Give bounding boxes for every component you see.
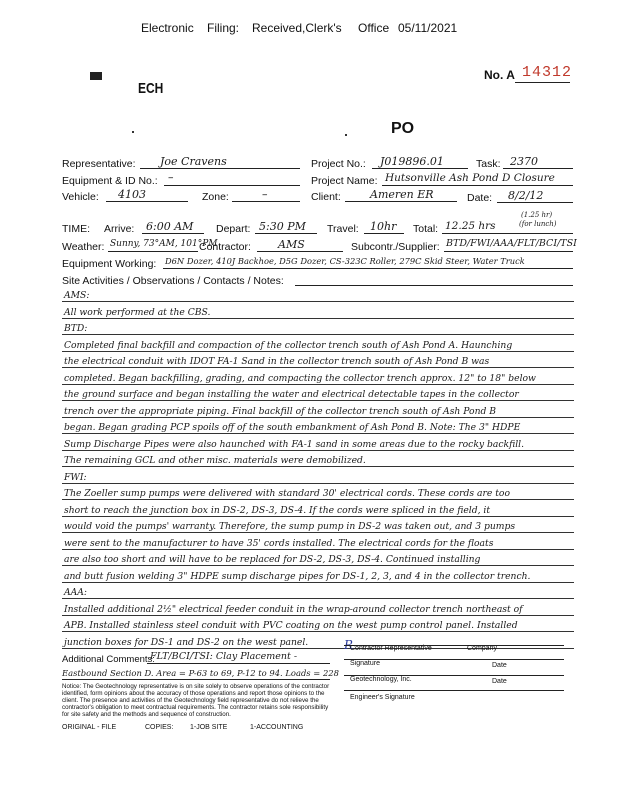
vehicle-value: 4103 <box>118 188 146 201</box>
logo-mark <box>90 72 102 80</box>
note-line: the electrical conduit with IDOT FA-1 Sand in the collector trench south of Ash Pond B was <box>64 356 490 367</box>
zone-label: Zone: <box>202 191 229 203</box>
note-line: The remaining GCL and other misc. materials were demobilized. <box>64 455 366 466</box>
subcontr-label: Subcontr./Supplier: <box>351 241 440 253</box>
date-label: Date: <box>467 192 493 204</box>
logo: ECH <box>138 80 164 97</box>
note-line: short to reach the junction box in DS-2, DS-3, DS-4. If the cords were spliced in the field, it <box>64 505 491 516</box>
contractor-rep-label: Contractor Representative <box>350 645 432 652</box>
page-title: PO <box>391 120 415 137</box>
signature-label: Signature <box>350 660 380 667</box>
client-value: Ameren ER <box>370 188 434 201</box>
header-electronic: Electronic <box>141 21 194 35</box>
depart-label: Depart: <box>216 223 251 235</box>
site-activities-label: Site Activities / Observations / Contacts / Notes: <box>62 275 284 287</box>
project-name-label: Project Name: <box>311 175 378 187</box>
footer-job-site: 1-JOB SITE <box>190 724 228 731</box>
note-line: AMS: <box>64 290 90 301</box>
footer-accounting: 1-ACCOUNTING <box>250 724 304 731</box>
representative-label: Representative: <box>62 158 136 170</box>
company-label: Company <box>467 645 497 652</box>
project-name-value: Hutsonville Ash Pond D Closure <box>385 172 555 184</box>
engineer-sig-label: Engineer's Signature <box>350 694 415 701</box>
note-line: All work performed at the CBS. <box>64 307 211 318</box>
weather-label: Weather: <box>62 241 105 253</box>
header-filing: Filing: <box>207 21 240 35</box>
notice-line: for site safety and the methods and sequence of construction. <box>62 711 231 718</box>
note-line: began. Began grading PCP spoils off of the south embankment of Ash Pond B. Note: The 3" HDPE <box>64 422 521 433</box>
weather-value: Sunny, 73°AM, 101°PM <box>110 239 218 249</box>
travel-label: Travel: <box>327 223 359 235</box>
equipment-value: – <box>168 171 174 184</box>
client-label: Client: <box>311 191 341 203</box>
note-line: junction boxes for DS-1 and DS-2 on the west panel. <box>64 637 309 648</box>
time-label: TIME: <box>62 223 90 235</box>
report-no-value: 14312 <box>522 64 573 81</box>
note-line: are also too short and will have to be replaced for DS-2, DS-3, DS-4. Continued installing <box>64 554 481 565</box>
header-office: Office <box>358 21 390 35</box>
note-line: Sump Discharge Pipes were also haunched with FA-1 sand in some areas due to the rocky backfill. <box>64 439 524 450</box>
total-label: Total: <box>413 223 439 235</box>
zone-value: – <box>262 188 268 201</box>
note-line: were sent to the manufacturer to have 35' cords installed. The electrical cords for the floats <box>64 538 494 549</box>
notice-line: Notice: The Geotechnology representative is on site solely to observe operations of the contractor <box>62 683 330 690</box>
notice-line: client. The presence and activities of the Geotechnology field representative do not relieve the <box>62 697 319 704</box>
arrive-label: Arrive: <box>104 223 135 235</box>
report-no-label: No. A <box>484 68 515 82</box>
note-line: Installed additional 2½" electrical feeder conduit in the wrap-around collector trench northeast of <box>64 604 523 615</box>
date-geotech-label: Date <box>492 678 507 685</box>
note-line: and butt fusion welding 3" HDPE sump discharge pipes for DS-1, 2, 3, and 4 in the collector trench. <box>64 571 531 582</box>
note-line: Completed final backfill and compaction of the collector trench south of Ash Pond A. Haunching <box>64 340 513 351</box>
note-line: the ground surface and began installing the water and electrical detectable tapes in the collector <box>64 389 519 400</box>
mark <box>345 134 347 136</box>
contractor-value: AMS <box>278 238 305 251</box>
project-no-value: J019896.01 <box>380 155 444 168</box>
notice-line: contractor's obligation to meet contractual requirements. The contractor retains sole responsibility <box>62 704 329 711</box>
note-line: The Zoeller sump pumps were delivered with standard 30' electrical cords. These cords are too <box>64 488 510 499</box>
additional-comments-line2: Eastbound Section D. Area = P-63 to 69, P-12 to 94. Loads = 228 <box>62 668 339 678</box>
contractor-label: Contractor: <box>199 241 251 253</box>
footer-copies: COPIES: <box>145 724 174 731</box>
footer-original: ORIGINAL - FILE <box>62 724 117 731</box>
note-line: would void the pumps' warranty. Therefore, the sump pump in DS-2 was taken out, and 3 pumps <box>64 521 516 532</box>
representative-value: Joe Cravens <box>160 155 227 168</box>
note-line: APB. Installed stainless steel conduit with PVC coating on the west pump control panel. Installed <box>64 620 518 631</box>
date-sig-label: Date <box>492 662 507 669</box>
note-line: BTD: <box>64 323 88 334</box>
initial-mark: R <box>344 638 354 652</box>
subcontr-value: BTD/FWI/AAA/FLT/BCI/TSI <box>446 238 577 249</box>
project-no-label: Project No.: <box>311 158 366 170</box>
total-note-2: (for lunch) <box>519 220 557 228</box>
task-label: Task: <box>476 158 501 170</box>
header-date: 05/11/2021 <box>398 21 458 35</box>
vehicle-label: Vehicle: <box>62 191 99 203</box>
note-line: completed. Began backfilling, grading, and compacting the collector trench approx. 12" to 18" below <box>64 373 536 384</box>
total-note-1: (1.25 hr) <box>521 211 553 219</box>
note-line: AAA: <box>64 587 88 598</box>
note-line: FWI: <box>64 472 87 483</box>
task-value: 2370 <box>510 155 538 168</box>
total-value: 12.25 hrs <box>445 220 496 232</box>
note-line: trench over the appropriate piping. Final backfill of the collector trench south of Ash Pond B <box>64 406 497 417</box>
equipment-working-value: D6N Dozer, 410J Backhoe, D5G Dozer, CS-323C Roller, 279C Skid Steer, Water Truck <box>165 256 525 266</box>
equipment-working-label: Equipment Working: <box>62 258 157 270</box>
arrive-value: 6:00 AM <box>146 220 194 233</box>
mark <box>132 131 134 133</box>
travel-value: 10hr <box>370 220 397 233</box>
additional-comments-line1: FLT/BCI/TSI: Clay Placement - <box>150 651 298 662</box>
additional-comments-label: Additional Comments: <box>62 654 155 665</box>
notice-line: identified, form opinions about the accuracy of those operations and report those opinions to the <box>62 690 325 697</box>
geotech-label: Geotechnology, Inc. <box>350 676 412 683</box>
header-received: Received,Clerk's <box>252 21 342 35</box>
depart-value: 5:30 PM <box>259 220 306 233</box>
equipment-label: Equipment & ID No.: <box>62 175 158 187</box>
date-value: 8/2/12 <box>508 189 544 202</box>
